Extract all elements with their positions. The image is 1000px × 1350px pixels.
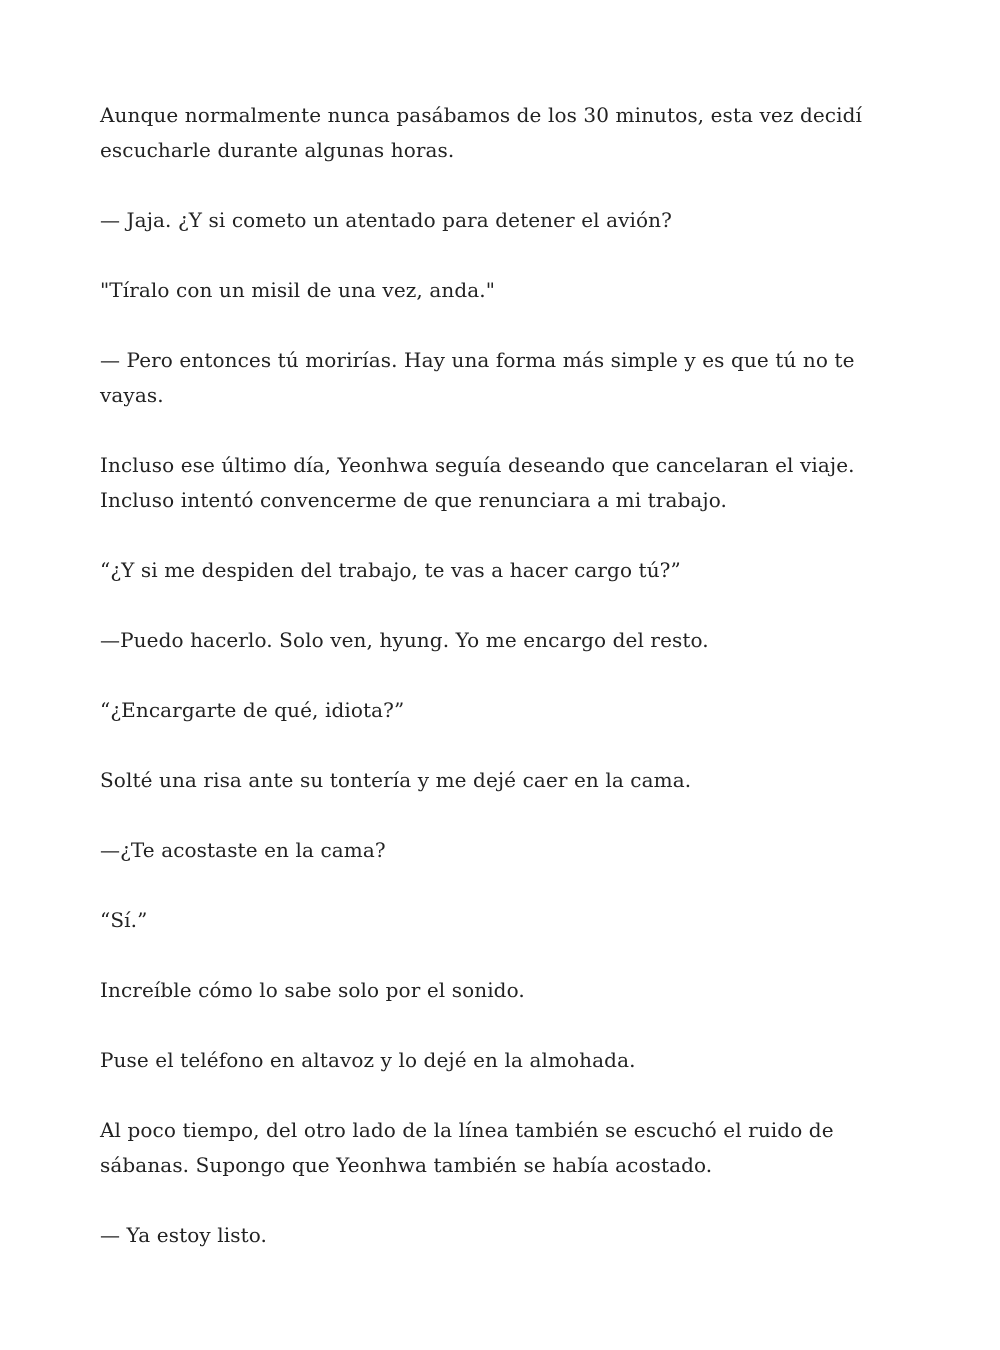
dialogue-line: — Pero entonces tú morirías. Hay una forma más simple y es que tú no te vayas. [100,348,855,407]
paragraph: Incluso ese último día, Yeonhwa seguía deseando que cancelaran el viaje. Incluso intentó convencerme de que renunciara a mi trabajo. [100,453,855,512]
dialogue-line: — Ya estoy listo. [100,1223,267,1247]
dialogue-line: — Jaja. ¿Y si cometo un atentado para detener el avión? [100,208,672,232]
dialogue-line: —¿Te acostaste en la cama? [100,838,386,862]
dialogue-line: —Puedo hacerlo. Solo ven, hyung. Yo me encargo del resto. [100,628,709,652]
dialogue-line: “¿Encargarte de qué, idiota?” [100,698,405,722]
dialogue-line: “¿Y si me despiden del trabajo, te vas a hacer cargo tú?” [100,558,681,582]
paragraph: Al poco tiempo, del otro lado de la línea también se escuchó el ruido de sábanas. Supongo que Yeonhwa también se había acostado. [100,1118,834,1177]
dialogue-line: "Tíralo con un misil de una vez, anda." [100,278,496,302]
paragraph: Solté una risa ante su tontería y me dejé caer en la cama. [100,768,692,792]
document-body [100,98,880,1253]
paragraph: Puse el teléfono en altavoz y lo dejé en la almohada. [100,1048,636,1072]
paragraph: Increíble cómo lo sabe solo por el sonido. [100,978,525,1002]
paragraph: Aunque normalmente nunca pasábamos de los 30 minutos, esta vez decidí escucharle durante algunas horas. [100,103,862,162]
dialogue-line: “Sí.” [100,908,148,932]
